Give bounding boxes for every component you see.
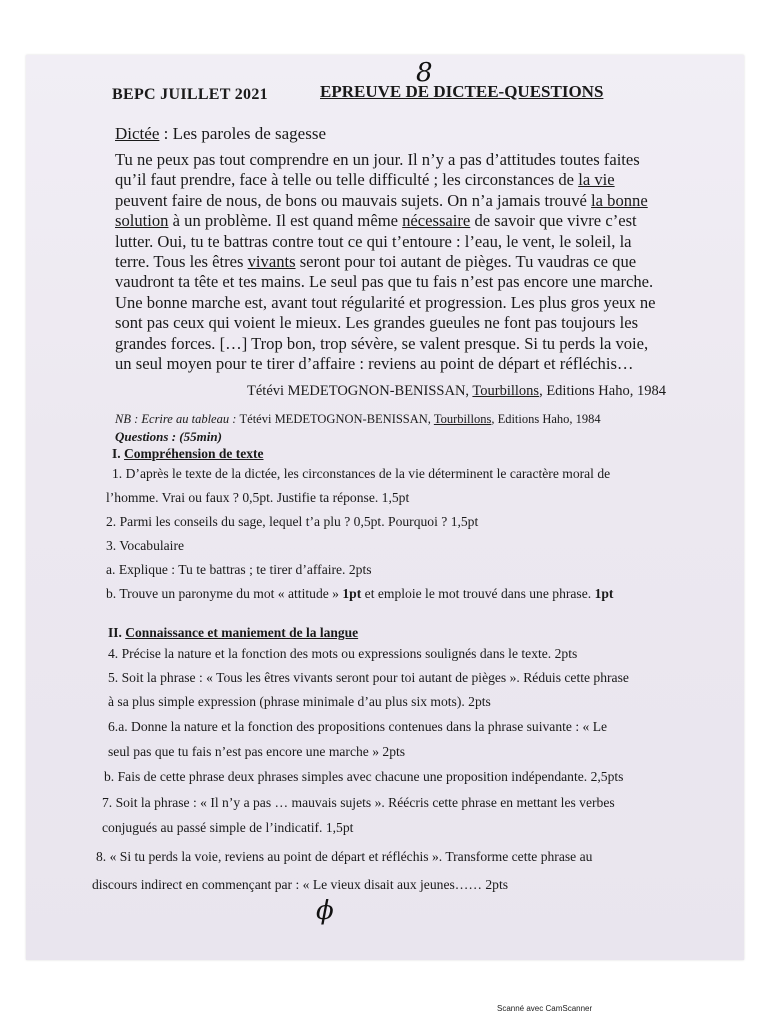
question-1-line-2: l’homme. Vrai ou faux ? 0,5pt. Justifie ta réponse. 1,5pt xyxy=(106,490,410,505)
question-7-line-2: conjugués au passé simple de l’indicatif. 1,5pt xyxy=(102,820,354,835)
nb-book: Tourbillons xyxy=(433,412,492,426)
question-4: 4. Précise la nature et la fonction des mots ou expressions soulignés dans le texte. 2pts xyxy=(108,646,578,661)
question-3b xyxy=(106,586,613,602)
question-6a-line-2: seul pas que tu fais n’est pas encore une marche » 2pts xyxy=(108,744,406,759)
question-3b-text: b. Trouve un paronyme du mot « attitude » xyxy=(106,586,343,601)
question-3a: a. Explique : Tu te battras ; te tirer d’affaire. 2pts xyxy=(106,562,372,577)
dictee-text-segment: Tu ne peux pas tout comprendre en un jour. Il n’y a pas d’attitudes toutes faites xyxy=(115,150,640,169)
text-source xyxy=(247,383,666,400)
question-1-line-1: 1. D’après le texte de la dictée, les circonstances de la vie déterminent le caractère moral de xyxy=(112,466,611,481)
question-3b-points-2: 1pt xyxy=(594,586,614,601)
dictee-text-segment: sont pas ceux qui voient le mieux. Les grandes gueules ne font pas toujours les xyxy=(115,313,639,333)
dictee-line xyxy=(115,170,615,190)
question-5-line-2: à sa plus simple expression (phrase minimale d’au plus six mots). 2pts xyxy=(108,694,491,709)
nb-author: Tétévi MEDETOGNON-BENISSAN, xyxy=(239,412,434,426)
dictee-text-segment: vaudront ta tête et tes mains. Le seul pas que tu fais n’est pas encore une marche. xyxy=(115,272,654,292)
dictee-text-segment: qu’il faut prendre, face à telle ou telle difficulté ; les circonstances de xyxy=(115,170,579,190)
underlined-expression: nécessaire xyxy=(402,211,471,231)
dictee-text-segment: à un problème. Il est quand même xyxy=(168,211,403,231)
dictee-line xyxy=(115,232,632,252)
question-8-line-1: 8. « Si tu perds la voie, reviens au point de départ et réfléchis ». Transforme cette phrase au xyxy=(96,849,593,864)
questions-title: Questions : (55min) xyxy=(115,429,222,444)
section-1-heading xyxy=(112,446,264,462)
dictee-title-text: : Les paroles de sagesse xyxy=(159,124,326,143)
underlined-expression: la bonne xyxy=(591,190,648,210)
dictee-text-segment: terre. Tous les êtres xyxy=(115,252,248,271)
section-2-heading xyxy=(108,625,358,641)
section-1-number: I. xyxy=(112,446,125,461)
dictee-line xyxy=(115,211,637,231)
question-3b-text-2: et emploie le mot trouvé dans une phrase. xyxy=(361,586,595,601)
nb-label: NB : Ecrire au tableau : xyxy=(115,412,240,426)
dictee-text-segment: lutter. Oui, tu te battras contre tout ce qui t’entoure : l’eau, le vent, le soleil, la xyxy=(115,231,632,251)
dictee-text-segment: un seul moyen pour te tirer d’affaire : reviens au point de départ et réfléchis… xyxy=(115,354,634,373)
nb-publisher: , Editions Haho, 1984 xyxy=(491,412,601,426)
exam-session: BEPC JUILLET 2021 xyxy=(112,86,268,103)
dictee-line xyxy=(115,334,648,354)
handwritten-mark-bottom: ϕ xyxy=(316,896,334,926)
source-book: Tourbillons xyxy=(472,383,540,399)
dictee-line xyxy=(115,191,648,211)
exam-title: EPREUVE DE DICTEE-QUESTIONS xyxy=(320,82,604,101)
dictee-line xyxy=(115,313,638,333)
source-publisher: , Editions Haho, 1984 xyxy=(539,383,666,399)
dictee-label: Dictée xyxy=(115,124,160,143)
dictee-text-segment: grandes forces. […] Trop bon, trop sévère, se valent presque. Si tu perds la voie, xyxy=(115,333,649,353)
handwritten-mark-top: 8 xyxy=(416,58,433,88)
underlined-expression: vivants xyxy=(247,252,296,271)
question-6b: b. Fais de cette phrase deux phrases simples avec chacune une proposition indépendante. 2,5pts xyxy=(104,769,624,784)
dictee-line xyxy=(115,272,653,292)
dictee-line xyxy=(115,252,636,272)
dictee-line xyxy=(115,150,640,170)
scanner-watermark: Scanné avec CamScanner xyxy=(497,1004,593,1013)
source-author: Tétévi MEDETOGNON-BENISSAN, xyxy=(247,383,473,399)
dictee-line xyxy=(115,293,656,313)
question-7-line-1: 7. Soit la phrase : « Il n’y a pas … mauvais sujets ». Réécris cette phrase en mettant les verbes xyxy=(102,795,615,810)
underlined-expression: solution xyxy=(115,211,169,231)
underlined-expression: la vie xyxy=(578,170,615,190)
dictee-title xyxy=(115,124,326,144)
dictee-text-segment: seront pour toi autant de pièges. Tu vaudras ce que xyxy=(295,252,637,271)
dictee-line xyxy=(115,354,634,374)
dictee-text-segment: de savoir que vivre c’est xyxy=(470,211,637,231)
question-6a-line-1: 6.a. Donne la nature et la fonction des propositions contenues dans la phrase suivante : « Le xyxy=(108,719,608,734)
question-3: 3. Vocabulaire xyxy=(106,538,185,553)
section-2-title: Connaissance et maniement de la langue xyxy=(125,625,359,640)
question-2: 2. Parmi les conseils du sage, lequel t’a plu ? 0,5pt. Pourquoi ? 1,5pt xyxy=(106,514,479,529)
section-1-title: Compréhension de texte xyxy=(124,446,264,461)
dictee-text-segment: Une bonne marche est, avant tout régularité et progression. Les plus gros yeux ne xyxy=(115,292,656,312)
question-8-line-2: discours indirect en commençant par : « Le vieux disait aux jeunes…… 2pts xyxy=(92,877,509,892)
section-2-number: II. xyxy=(108,625,126,640)
question-5-line-1: 5. Soit la phrase : « Tous les êtres vivants seront pour toi autant de pièges ». Réduis cette phrase xyxy=(108,670,629,685)
nb-note xyxy=(115,412,601,427)
question-3b-points-1: 1pt xyxy=(342,586,362,601)
dictee-text-segment: peuvent faire de nous, de bons ou mauvais sujets. On n’a jamais trouvé xyxy=(115,190,592,210)
